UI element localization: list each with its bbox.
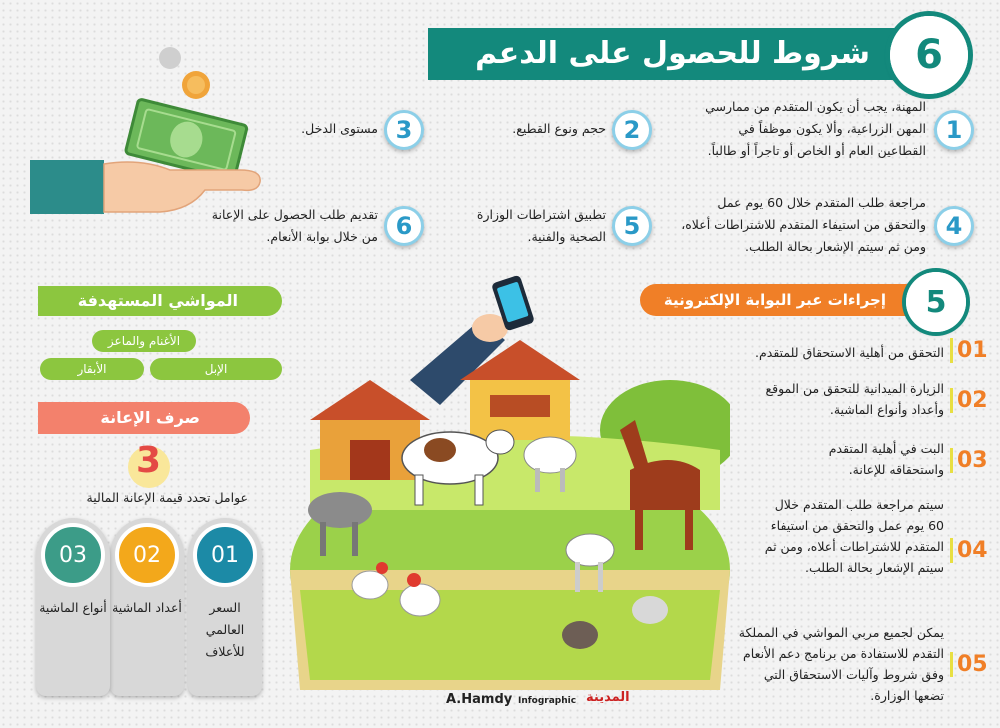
factors-caption: عوامل تحدد قيمة الإعانة المالية	[86, 490, 248, 505]
condition-4-text: مراجعة طلب المتقدم خلال 60 يوم عمل والتحقق من استيفاء المتقدم للاشتراطات أعلاه، ومن ثم سيتم الإشعار بحالة الطلب.	[681, 195, 926, 254]
factor-card-1	[188, 518, 262, 696]
condition-4-number: 4	[934, 206, 974, 246]
condition-1-number: 1	[934, 110, 974, 150]
step-4-number: 04	[950, 538, 988, 563]
livestock-cattle: الأبقار	[40, 358, 144, 380]
money-hand-icon	[30, 40, 270, 230]
factor-2-label: أعداد الماشية	[112, 600, 182, 615]
factor-1-number: 01	[193, 523, 257, 587]
step-4-text: سيتم مراجعة طلب المتقدم خلال 60 يوم عمل والتحقق من استيفاء المتقدم للاشتراطات أعلاه، ومن ثم سيتم الإشعار بحالة الطلب.	[764, 497, 944, 575]
factor-3-label: أنواع الماشية	[39, 600, 107, 615]
page-title: شروط للحصول على الدعم	[428, 28, 898, 80]
step-3-text: البت في أهلية المتقدم واستحقاقه للإعانة.	[828, 441, 944, 477]
livestock-camels: الإبل	[150, 358, 282, 380]
condition-2-text: حجم ونوع القطيع.	[512, 121, 606, 136]
livestock-sheep-goats: الأغنام والماعز	[92, 330, 196, 352]
author-credit: A.Hamdy	[446, 692, 513, 707]
step-2-text: الزيارة الميدانية للتحقق من الموقع وأعداد وأنواع الماشية.	[765, 381, 944, 417]
step-1-number: 01	[950, 338, 988, 363]
portal-number: 5	[906, 272, 966, 332]
step-5-text: يمكن لجميع مربي المواشي في المملكة التقدم للاستفادة من برنامج دعم الأنعام وفق شروط وآليات الاستحقاق التي تضعها الوزارة.	[738, 625, 944, 703]
step-2-number: 02	[950, 388, 988, 413]
step-5-number: 05	[950, 652, 988, 677]
condition-6-number: 6	[384, 206, 424, 246]
condition-3-number: 3	[384, 110, 424, 150]
aid-spending-title: صرف الإعانة	[38, 402, 250, 434]
factor-card-3	[36, 518, 110, 696]
step-3-number: 03	[950, 448, 988, 473]
infographic-credit: Infographic	[518, 696, 577, 706]
condition-2-number: 2	[612, 110, 652, 150]
newspaper-logo: المدينة	[586, 690, 630, 705]
factor-2-number: 02	[115, 523, 179, 587]
condition-1-text: المهنة، يجب أن يكون المتقدم من ممارسي المهن الزراعية، وألا يكون موظفاً في القطاعين العام أو الخاص أو تاجراً أو طالباً.	[705, 99, 926, 158]
factors-count: 3	[136, 440, 162, 481]
portal-procedures-title: إجراءات عبر البوابة الإلكترونية	[640, 284, 910, 316]
target-livestock-title: المواشي المستهدفة	[38, 286, 282, 316]
factor-3-number: 03	[41, 523, 105, 587]
factor-1-label: السعر العالمي للأعلاف	[205, 600, 245, 659]
condition-6-text: تقديم طلب الحصول على الإعانة من خلال بوابة الأنعام.	[211, 207, 378, 244]
step-1-text: التحقق من أهلية الاستحقاق للمتقدم.	[755, 345, 944, 360]
title-number-badge	[890, 16, 968, 94]
portal-number-badge	[906, 272, 966, 332]
farm-scene-icon	[290, 270, 730, 690]
condition-5-number: 5	[612, 206, 652, 246]
title-number: 6	[890, 16, 968, 94]
condition-5-text: تطبيق اشتراطات الوزارة الصحية والفنية.	[476, 207, 606, 244]
condition-3-text: مستوى الدخل.	[301, 121, 378, 136]
factor-card-2	[110, 518, 184, 696]
